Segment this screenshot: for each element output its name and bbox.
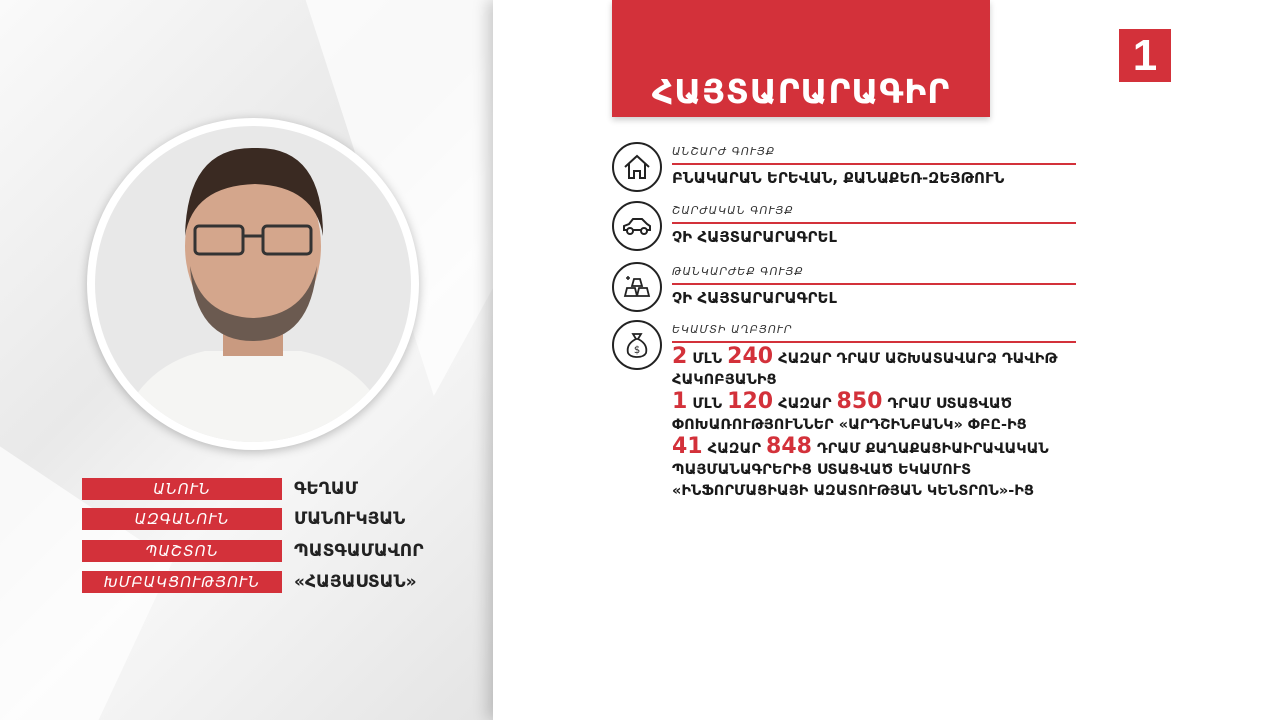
page-title: ՀԱՅՏԱՐԱՐԱԳԻՐ [651, 72, 951, 111]
section-value: ՉԻ ՀԱՅՏԱՐԱՐԱԳՐԵԼ [672, 228, 837, 246]
income-item [672, 391, 1092, 436]
money-bag-icon [612, 320, 662, 370]
income-amount: 1 [672, 389, 688, 414]
divider [672, 222, 1076, 224]
profile-label: ԱԶԳԱՆՈՒՆ [82, 508, 282, 530]
profile-row-party [82, 571, 417, 593]
channel-logo: 1 [1119, 29, 1171, 82]
profile-value: «ՀԱՅԱՍՏԱՆ» [294, 572, 417, 592]
section-movable [612, 201, 1082, 251]
house-icon [612, 142, 662, 192]
income-amount: 2 [672, 344, 688, 369]
profile-label: ՊԱՇՏՈՆ [82, 540, 282, 562]
income-amount: 41 [672, 434, 703, 459]
divider [672, 341, 1076, 343]
profile-row-position [82, 540, 424, 562]
income-text: ՄԼՆ [687, 351, 728, 367]
section-label: ԹԱՆԿԱՐԺԵՔ ԳՈՒՅՔ [672, 265, 804, 278]
svg-text:$: $ [633, 345, 641, 356]
income-item [672, 346, 1092, 391]
income-text: ԴՐԱՄ ՍՏԱՑՎԱԾ ՓՈԽԱՌՈՒԹՅՈՒՆՆԵՐ «ԱՐԴՇԻՆԲԱՆԿ» ՓԲԸ-ԻՑ [672, 396, 1027, 433]
income-amount: 240 [727, 344, 774, 369]
profile-row-surname [82, 508, 405, 530]
income-item [672, 436, 1092, 502]
profile-value: ԳԵՂԱՄ [294, 479, 359, 499]
income-amount: 120 [727, 389, 774, 414]
section-label: ԵԿԱՄՏԻ ԱՂԲՅՈՒՐ [672, 323, 793, 336]
divider [672, 283, 1076, 285]
section-value: ԲՆԱԿԱՐԱՆ ԵՐԵՎԱՆ, ՔԱՆԱՔԵՌ-ԶԵՅԹՈՒՆ [672, 169, 1005, 187]
income-amount: 848 [766, 434, 812, 459]
profile-value: ՊԱՏԳԱՄԱՎՈՐ [294, 541, 424, 561]
car-icon [612, 201, 662, 251]
profile-row-name [82, 478, 358, 500]
profile-label: ԽՄԲԱԿՑՈՒԹՅՈՒՆ [82, 571, 282, 593]
section-real-estate [612, 142, 1082, 192]
profile-value: ՄԱՆՈՒԿՅԱՆ [294, 509, 406, 529]
section-label: ՇԱՐԺԱԿԱՆ ԳՈՒՅՔ [672, 204, 794, 217]
income-text: ՀԱԶԱՐ ԴՐԱՄ ԱՇԽԱՏԱՎԱՐՁ ԴԱՎԻԹ ՀԱԿՈԲՅԱՆԻՑ [672, 351, 1058, 388]
income-text: ԴՐԱՄ ՔԱՂԱՔԱՑԻԱԻՐԱՎԱԿԱՆ ՊԱՅՄԱՆԱԳՐԵՐԻՑ ՍՏԱՑՎԱԾ ԵԿԱՄՈՒՏ «ԻՆՖՈՐՄԱՑԻԱՅԻ ԱԶԱՏՈՒԹՅԱՆ ԿԵՆՏՐՈՆ»-ԻՑ [672, 441, 1049, 499]
income-list [672, 346, 1092, 502]
divider [672, 163, 1076, 165]
section-valuables [612, 262, 1082, 312]
section-value: ՉԻ ՀԱՅՏԱՐԱՐԱԳՐԵԼ [672, 289, 837, 307]
income-text: ՀԱԶԱՐ [773, 396, 837, 412]
title-banner [612, 0, 990, 117]
portrait-photo [87, 118, 419, 450]
section-label: ԱՆՇԱՐԺ ԳՈՒՅՔ [672, 145, 776, 158]
income-text: ՀԱԶԱՐ [702, 441, 767, 457]
profile-label: ԱՆՈՒՆ [82, 478, 282, 500]
income-text: ՄԼՆ [687, 396, 728, 412]
gold-bars-icon [612, 262, 662, 312]
income-amount: 850 [836, 389, 883, 414]
